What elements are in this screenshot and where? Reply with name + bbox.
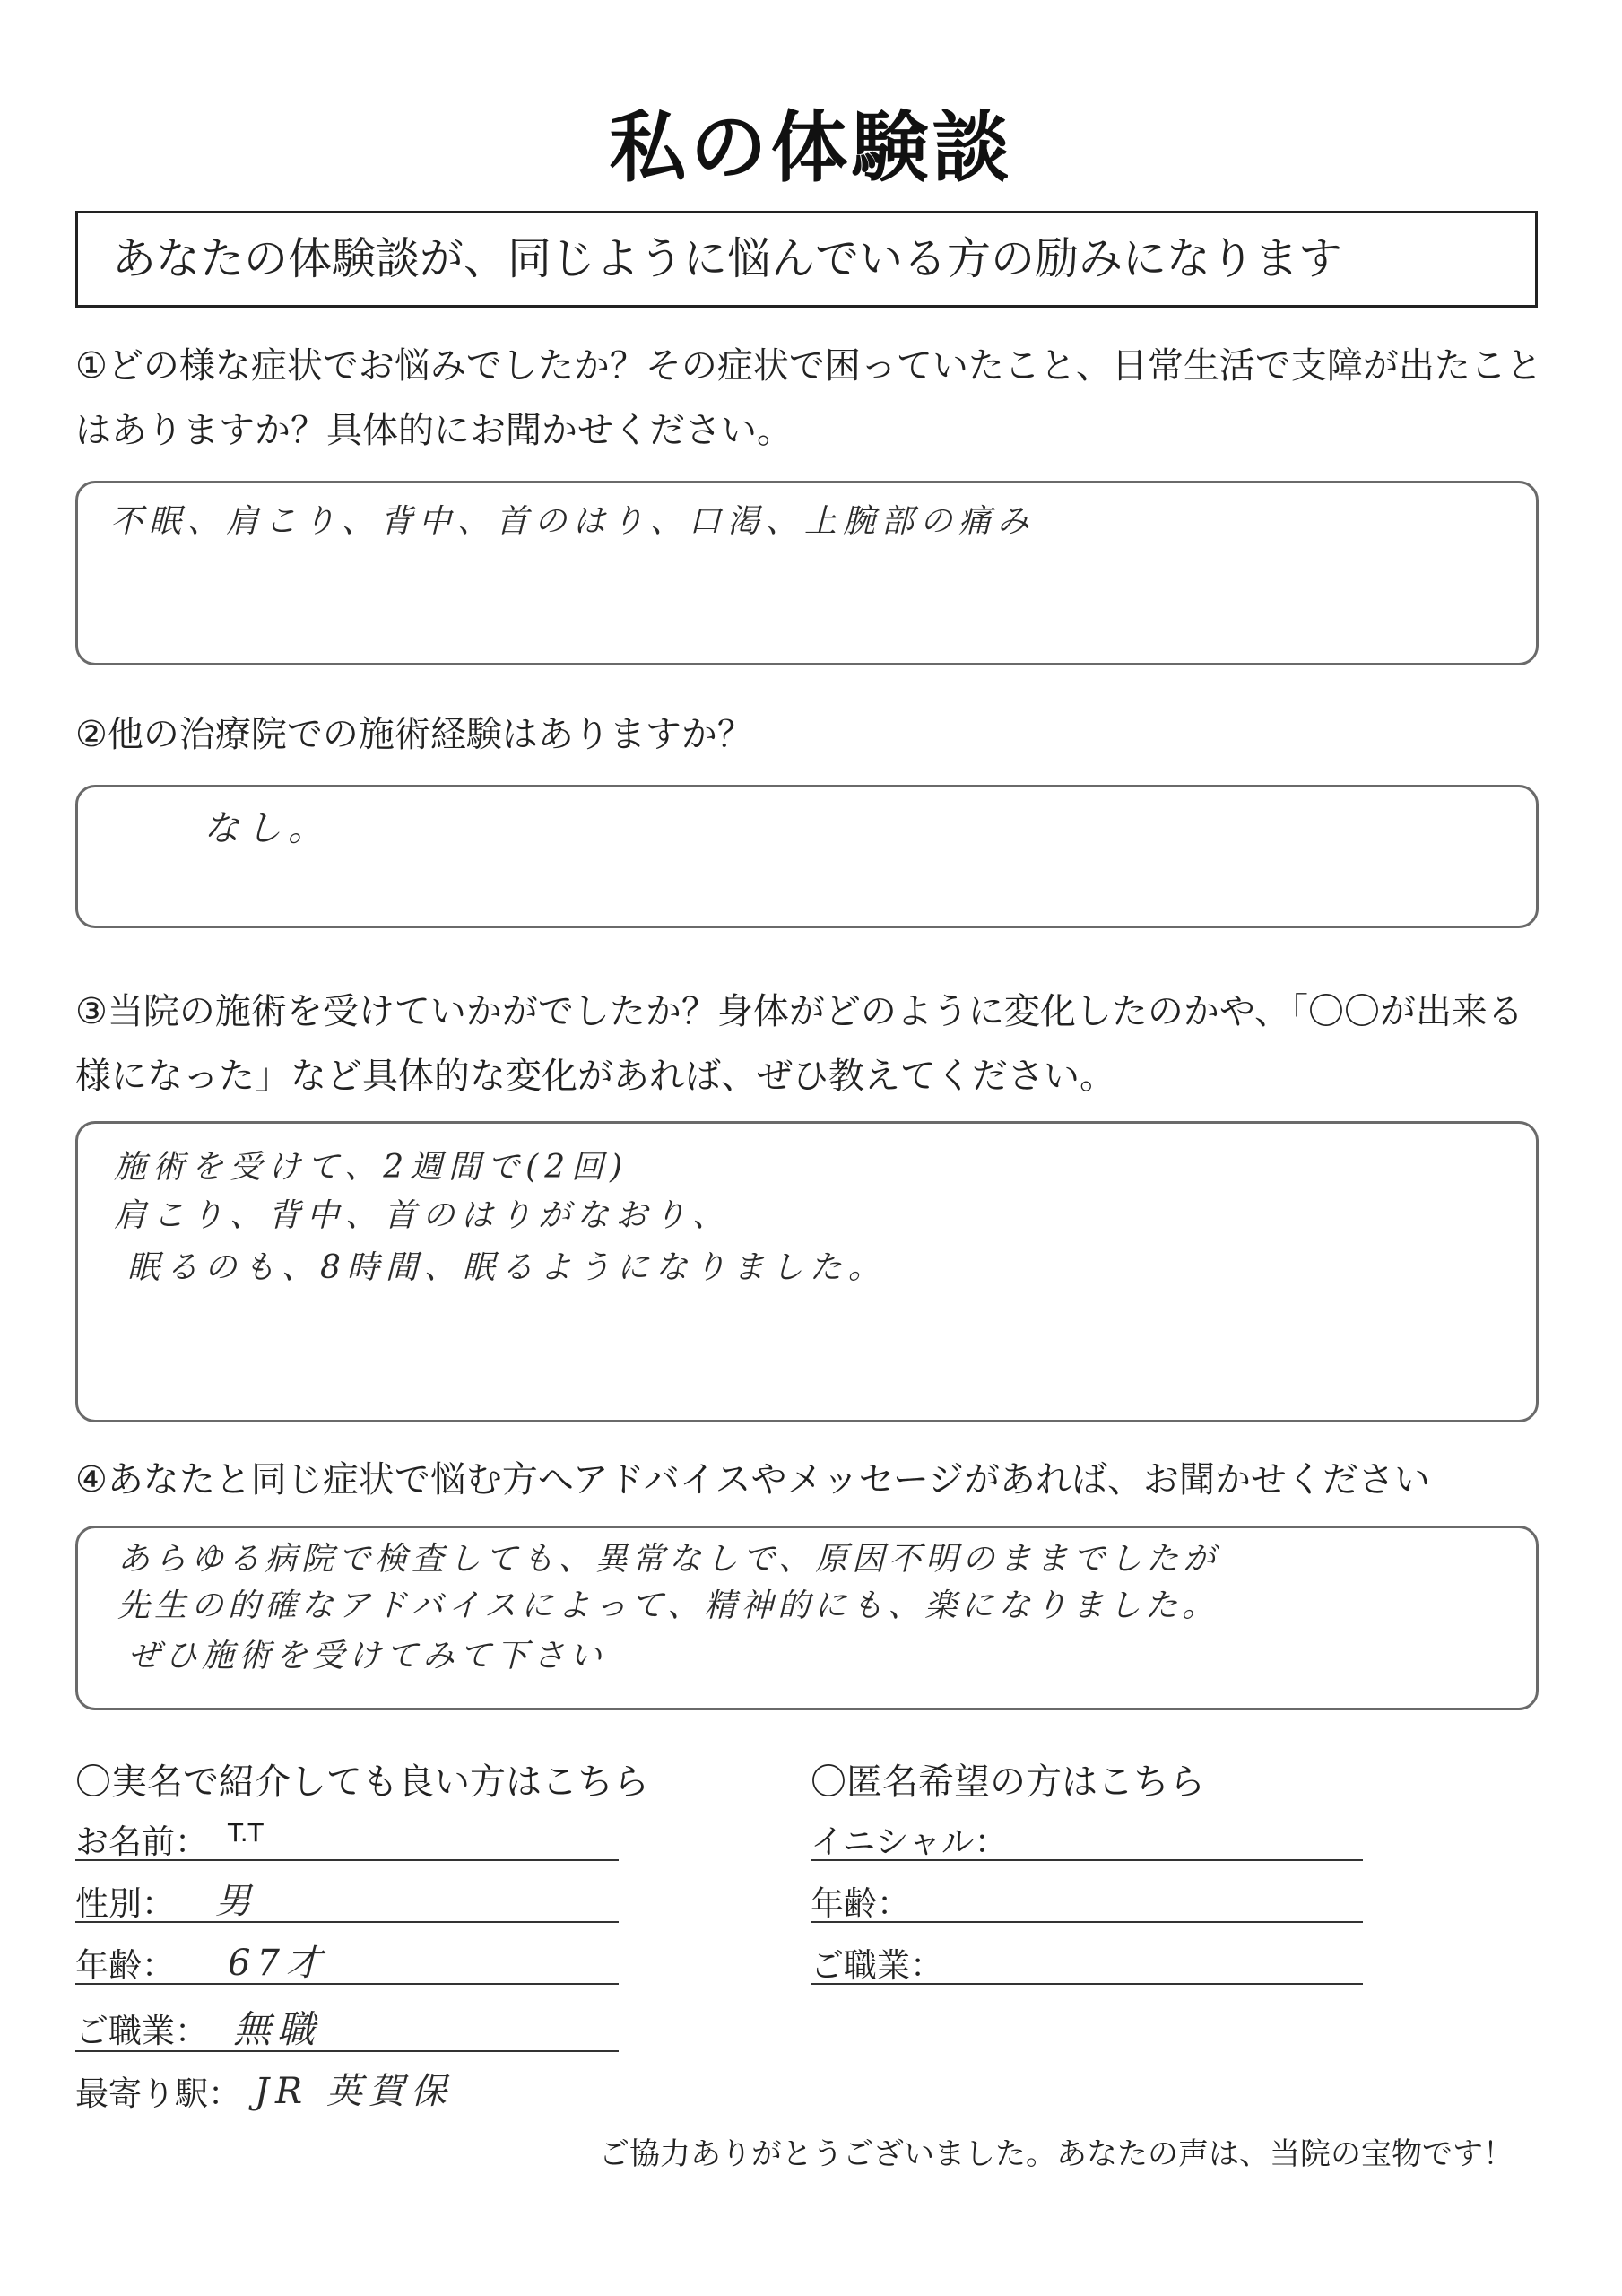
thanks-message: ご協力ありがとうございました。あなたの声は、当院の宝物です！ <box>599 2136 1514 2172</box>
field-station <box>75 2061 619 2115</box>
question-2-line-1: ②他の治療院での施術経験はありますか？ <box>75 714 753 755</box>
question-1-line-2: はありますか？具体的にお聞かせください。 <box>75 410 793 451</box>
answer-3-line-1: 施術を受けて、2週間で(2回) <box>114 1149 629 1186</box>
answer-4-line-1: あらゆる病院で検査しても、異常なしで、原因不明のままでしたが <box>117 1541 1220 1578</box>
answer-3-line-3: 眠るのも、8時間、眠るようになりました。 <box>127 1249 887 1286</box>
field-initials-label: イニシャル： <box>811 1822 1008 1861</box>
question-3 <box>75 979 1523 1109</box>
answer-2-line-1: なし。 <box>204 808 330 849</box>
field-anon-occupation <box>811 1933 1363 1985</box>
field-gender-label: 性別： <box>75 1884 175 1923</box>
realname-heading: 〇実名で紹介しても良い方はこちら <box>75 1761 649 1803</box>
answer-box-3 <box>75 1121 1539 1422</box>
field-name <box>75 1809 619 1861</box>
field-initials <box>811 1809 1363 1861</box>
field-gender-value: 男 <box>215 1881 257 1922</box>
field-age-value: 67才 <box>228 1943 328 1984</box>
question-3-line-2: 様になった」など具体的な変化があれば、ぜひ教えてください。 <box>75 1056 1115 1097</box>
banner-message: あなたの体験談が、同じように悩んでいる方の励みになります <box>75 211 1538 308</box>
answer-1-line-1: 不眠、肩こり、背中、首のはり、口渇、上腕部の痛み <box>110 503 1037 540</box>
answer-box-4 <box>75 1526 1539 1710</box>
question-4-line-1: ④あなたと同じ症状で悩む方へアドバイスやメッセージがあれば、お聞かせください <box>75 1459 1431 1500</box>
answer-4-line-2: 先生の的確なアドバイスによって、精神的にも、楽になりました。 <box>117 1587 1219 1624</box>
answer-box-2 <box>75 785 1539 928</box>
field-age-label: 年齢： <box>75 1946 175 1985</box>
question-3-line-1: ③当院の施術を受けていかがでしたか？身体がどのように変化したのかや、「〇〇が出来る <box>75 991 1524 1032</box>
anonymous-heading: 〇匿名希望の方はこちら <box>811 1761 1205 1803</box>
question-2 <box>75 702 753 767</box>
field-occupation-label: ご職業： <box>75 2012 208 2050</box>
question-4 <box>75 1448 1430 1512</box>
answer-box-1 <box>75 481 1539 665</box>
field-name-label: お名前： <box>75 1822 208 1861</box>
field-anon-age <box>811 1871 1363 1923</box>
field-occupation-value: 無職 <box>233 2007 322 2051</box>
field-age <box>75 1933 619 1985</box>
field-station-label: 最寄り駅： <box>75 2074 241 2113</box>
field-anon-occupation-label: ご職業： <box>811 1946 943 1985</box>
field-name-value: T.T <box>228 1818 264 1848</box>
question-1-line-1: ①どの様な症状でお悩みでしたか？その症状で困っていたこと、日常生活で支障が出たこと <box>75 345 1542 387</box>
question-1 <box>75 334 1542 463</box>
field-occupation <box>75 1995 619 2052</box>
answer-3-line-2: 肩こり、背中、首のはりがなおり、 <box>114 1197 732 1234</box>
field-station-value: JR 英賀保 <box>255 2071 453 2112</box>
field-anon-age-label: 年齢： <box>811 1884 910 1923</box>
field-gender <box>75 1871 619 1923</box>
page-title: 私の体験談 <box>609 103 1013 193</box>
answer-4-line-3: ぜひ施術を受けてみて下さい <box>128 1638 607 1674</box>
